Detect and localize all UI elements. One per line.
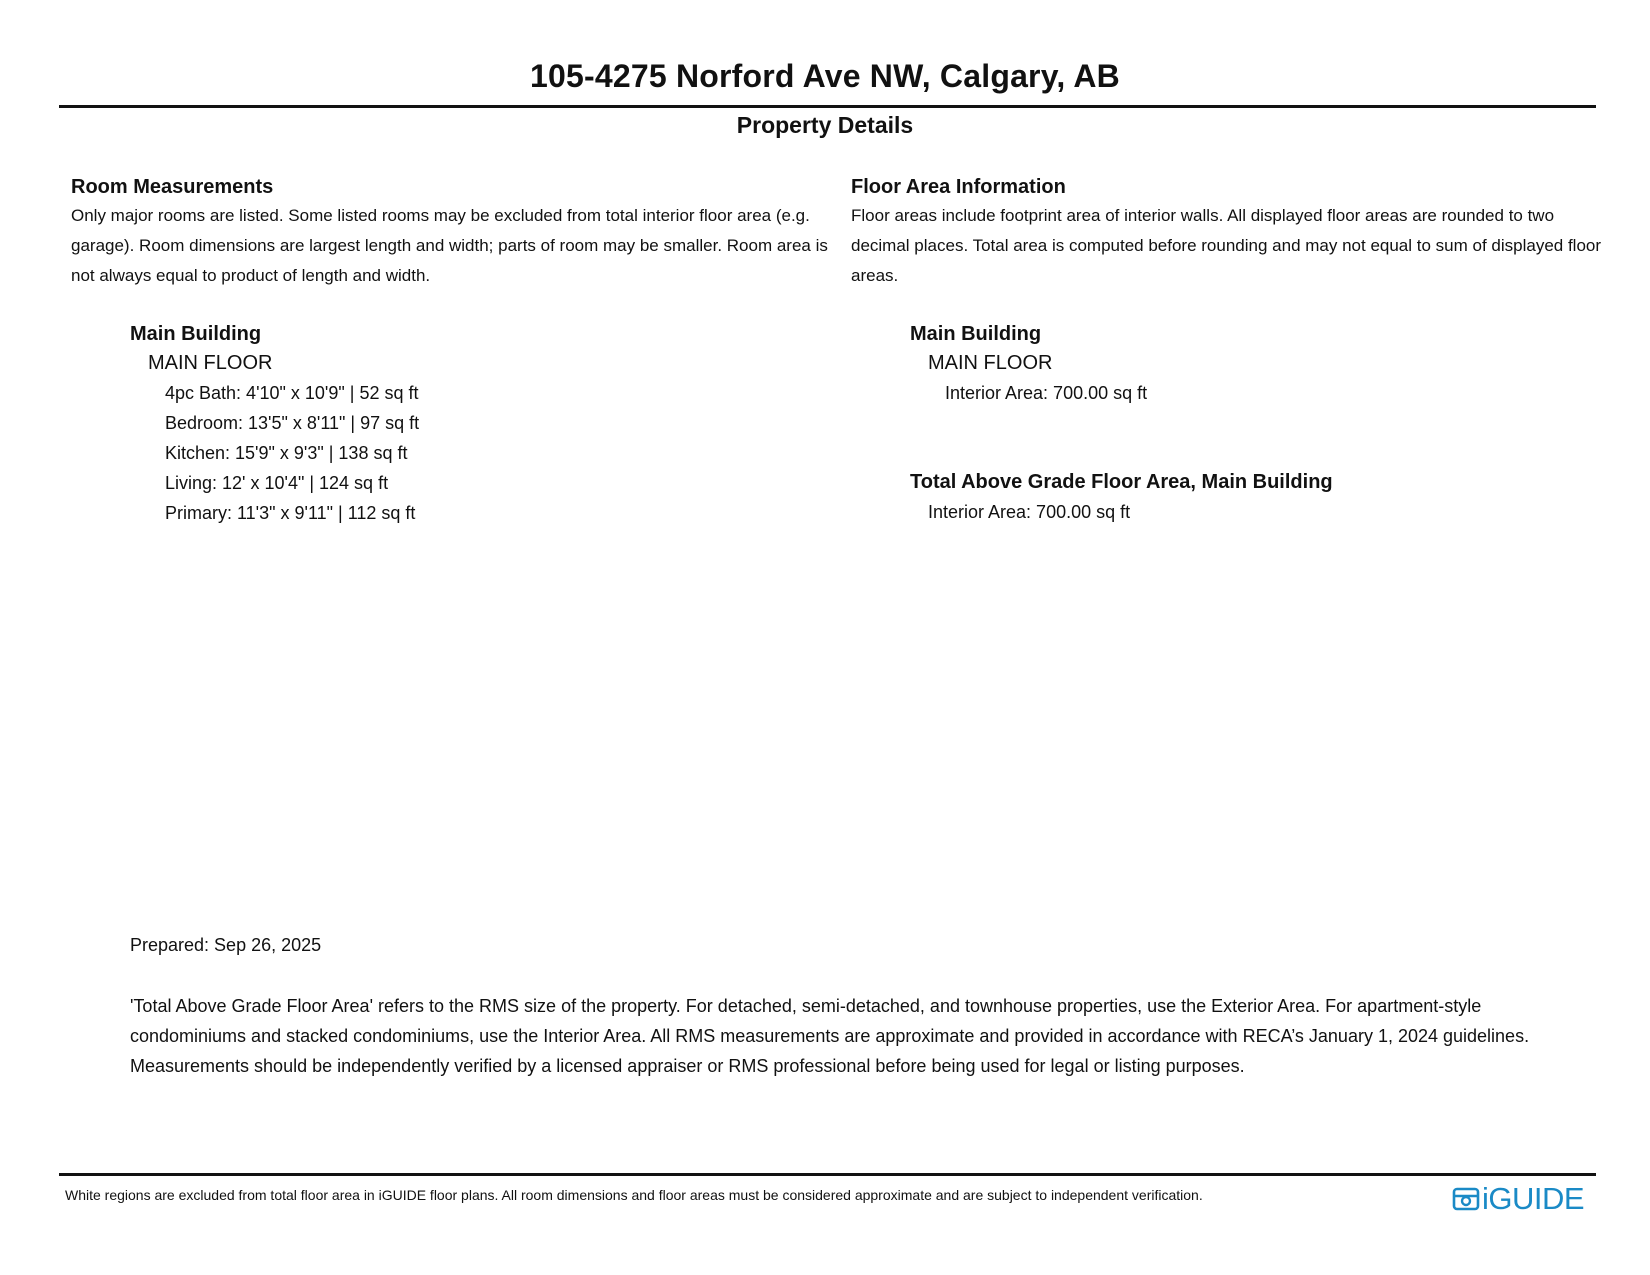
floor-area-list <box>910 319 1147 408</box>
floor-name: MAIN FLOOR <box>148 352 273 374</box>
iguide-camera-icon <box>1452 1185 1480 1213</box>
total-area-heading: Total Above Grade Floor Area, Main Building <box>910 471 1333 493</box>
room-measurements-heading: Room Measurements <box>71 176 274 198</box>
footer-rule <box>59 1173 1596 1176</box>
page-title: 105-4275 Norford Ave NW, Calgary, AB <box>530 58 1120 94</box>
floor-area-heading: Floor Area Information <box>851 176 1066 198</box>
floor-area-section <box>851 173 1611 522</box>
floor-name: MAIN FLOOR <box>928 352 1053 374</box>
iguide-logo <box>1452 1182 1584 1216</box>
page-subtitle: Property Details <box>736 112 914 138</box>
footer-disclaimer: White regions are excluded from total floor area in iGUIDE floor plans. All room dimensions and floor areas must be considered approximate and are subject to independent verification. <box>65 1187 1203 1203</box>
room-list <box>130 319 419 528</box>
building-name: Main Building <box>910 323 1042 345</box>
total-interior-area: Interior Area: 700.00 sq ft <box>928 502 1131 522</box>
interior-area: Interior Area: 700.00 sq ft <box>945 383 1148 403</box>
room-item: Bedroom: 13'5" x 8'11" | 97 sq ft <box>165 413 420 433</box>
room-item: 4pc Bath: 4'10" x 10'9" | 52 sq ft <box>165 383 419 403</box>
room-item: Living: 12' x 10'4" | 124 sq ft <box>165 473 389 493</box>
rms-note: 'Total Above Grade Floor Area' refers to the RMS size of the property. For detached, semi-detached, and townhouse properties, use the Exterior Area. For apartment-style condominiums and stacked condominiums, use the Interior Area. All RMS measurements are approximate and provided in accordance with RECA’s January 1, 2024 guidelines. Measurements should be independently verified by a licensed appraiser or RMS professional before being used for legal or listing purposes. <box>130 996 1530 1076</box>
total-area-block <box>910 467 1333 527</box>
title-rule <box>59 105 1596 108</box>
building-name: Main Building <box>130 323 262 345</box>
iguide-logo-text: iGUIDE <box>1482 1181 1585 1216</box>
room-item: Kitchen: 15'9" x 9'3" | 138 sq ft <box>165 443 408 463</box>
floor-area-description: Floor areas include footprint area of interior walls. All displayed floor areas are rounded to two decimal places. Total area is computed before rounding and may not equal to sum of displayed floor areas. <box>851 206 1602 285</box>
room-measurements-description: Only major rooms are listed. Some listed rooms may be excluded from total interior floor area (e.g. garage). Room dimensions are largest length and width; parts of room may be smaller. Room area is not always equal to product of length and width. <box>71 206 828 285</box>
prepared-date: Prepared: Sep 26, 2025 <box>130 935 322 955</box>
room-measurements-section <box>71 173 831 523</box>
room-item: Primary: 11'3" x 9'11" | 112 sq ft <box>165 503 416 523</box>
